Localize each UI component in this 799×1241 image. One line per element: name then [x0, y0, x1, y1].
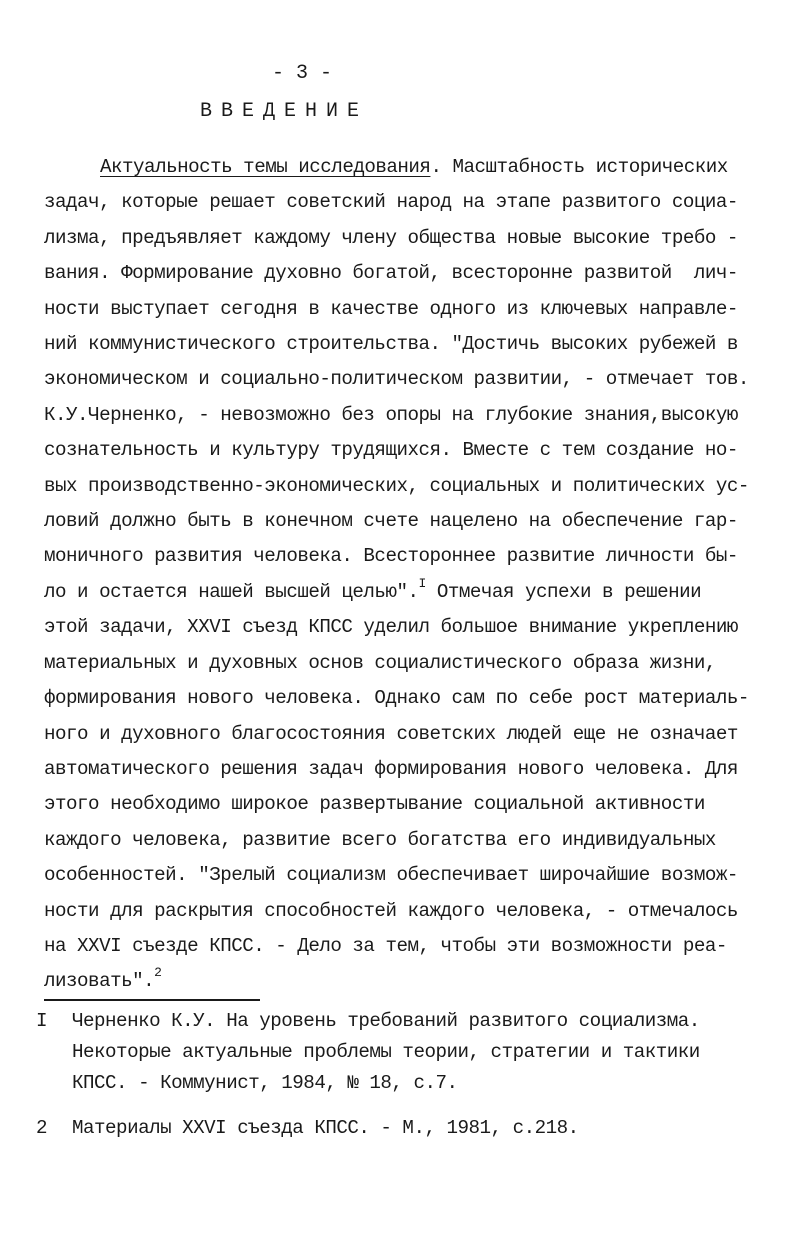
text-segment: Отмечая успехи в решении — [425, 580, 702, 603]
text-line: этой задачи, XXVI съезд КПСС уделил большое внимание укреплению — [44, 616, 738, 639]
text-line: на XXVI съезде КПСС. - Дело за тем, чтобы эти возможности реа- — [44, 934, 727, 957]
footnote-line: Некоторые актуальные проблемы теории, стратегии и тактики — [72, 1041, 700, 1063]
text-line: ности выступает сегодня в качестве одного из ключевых направле- — [44, 297, 738, 320]
text-line: вых производственно-экономических, социальных и политических ус- — [44, 474, 749, 497]
text-segment: лизовать". — [44, 970, 155, 993]
text-line: лизма, предъявляет каждому члену общества новые высокие требо - — [44, 226, 738, 249]
text-line: материальных и духовных основ социалистического образа жизни, — [44, 651, 716, 674]
footnote-line: КПСС. - Коммунист, 1984, № 18, с.7. — [72, 1072, 458, 1094]
text-line: особенностей. "Зрелый социализм обеспечивает широчайшие возмож- — [44, 864, 738, 887]
intro-body — [44, 150, 749, 1000]
footnote-line: Материалы XXVI съезда КПСС. - М., 1981, с.218. — [72, 1117, 579, 1139]
page-number: - 3 - — [272, 62, 333, 85]
section-title: ВВЕДЕНИЕ — [200, 100, 369, 123]
text-line: ности для раскрытия способностей каждого человека, - отмечалось — [44, 899, 738, 922]
footnote-text — [72, 1113, 579, 1144]
text-line: автоматического решения задач формирования нового человека. Для — [44, 757, 738, 780]
text-line: каждого человека, развитие всего богатства его индивидуальных — [44, 828, 716, 851]
footnote-line: Черненко К.У. На уровень требований развитого социализма. — [72, 1010, 700, 1032]
footnote-1 — [36, 1006, 756, 1099]
text-line: ний коммунистического строительства. "Достичь высоких рубежей в — [44, 333, 738, 356]
text-line: моничного развития человека. Всестороннее развитие личности бы- — [44, 545, 738, 568]
text-line: ловий должно быть в конечном счете нацелено на обеспечение гар- — [44, 510, 738, 533]
footnote-divider — [44, 999, 260, 1001]
text-line-with-ref — [44, 964, 744, 999]
intro-heading: Актуальность темы исследования — [100, 156, 431, 178]
text-line-with-ref — [44, 575, 744, 610]
footnote-2 — [36, 1113, 756, 1144]
footnote-ref-1[interactable]: I — [418, 575, 426, 591]
text-line: этого необходимо широкое развертывание социальной активности — [44, 793, 705, 816]
intro-first-line — [44, 150, 744, 185]
footnote-mark: I — [36, 1010, 48, 1032]
text-segment: ло и остается нашей высшей целью". — [44, 580, 419, 603]
footnote-mark: 2 — [36, 1117, 48, 1139]
intro-heading-suffix: . Масштабность исторических — [430, 156, 728, 178]
text-line: ного и духовного благосостояния советских людей еще не означает — [44, 722, 738, 745]
text-line: экономическом и социально-политическом развитии, - отмечает тов. — [44, 368, 749, 391]
text-line: сознательность и культуру трудящихся. Вместе с тем создание но- — [44, 439, 738, 462]
text-line: К.У.Черненко, - невозможно без опоры на глубокие знания,высокую — [44, 403, 738, 426]
text-line: вания. Формирование духовно богатой, всесторонне развитой лич- — [44, 262, 738, 285]
footnotes — [36, 1006, 756, 1158]
text-line: формирования нового человека. Однако сам по себе рост материаль- — [44, 687, 749, 710]
footnote-ref-2[interactable]: 2 — [154, 965, 162, 981]
footnote-text — [72, 1006, 700, 1099]
text-line: задач, которые решает советский народ на этапе развитого социа- — [44, 191, 738, 214]
